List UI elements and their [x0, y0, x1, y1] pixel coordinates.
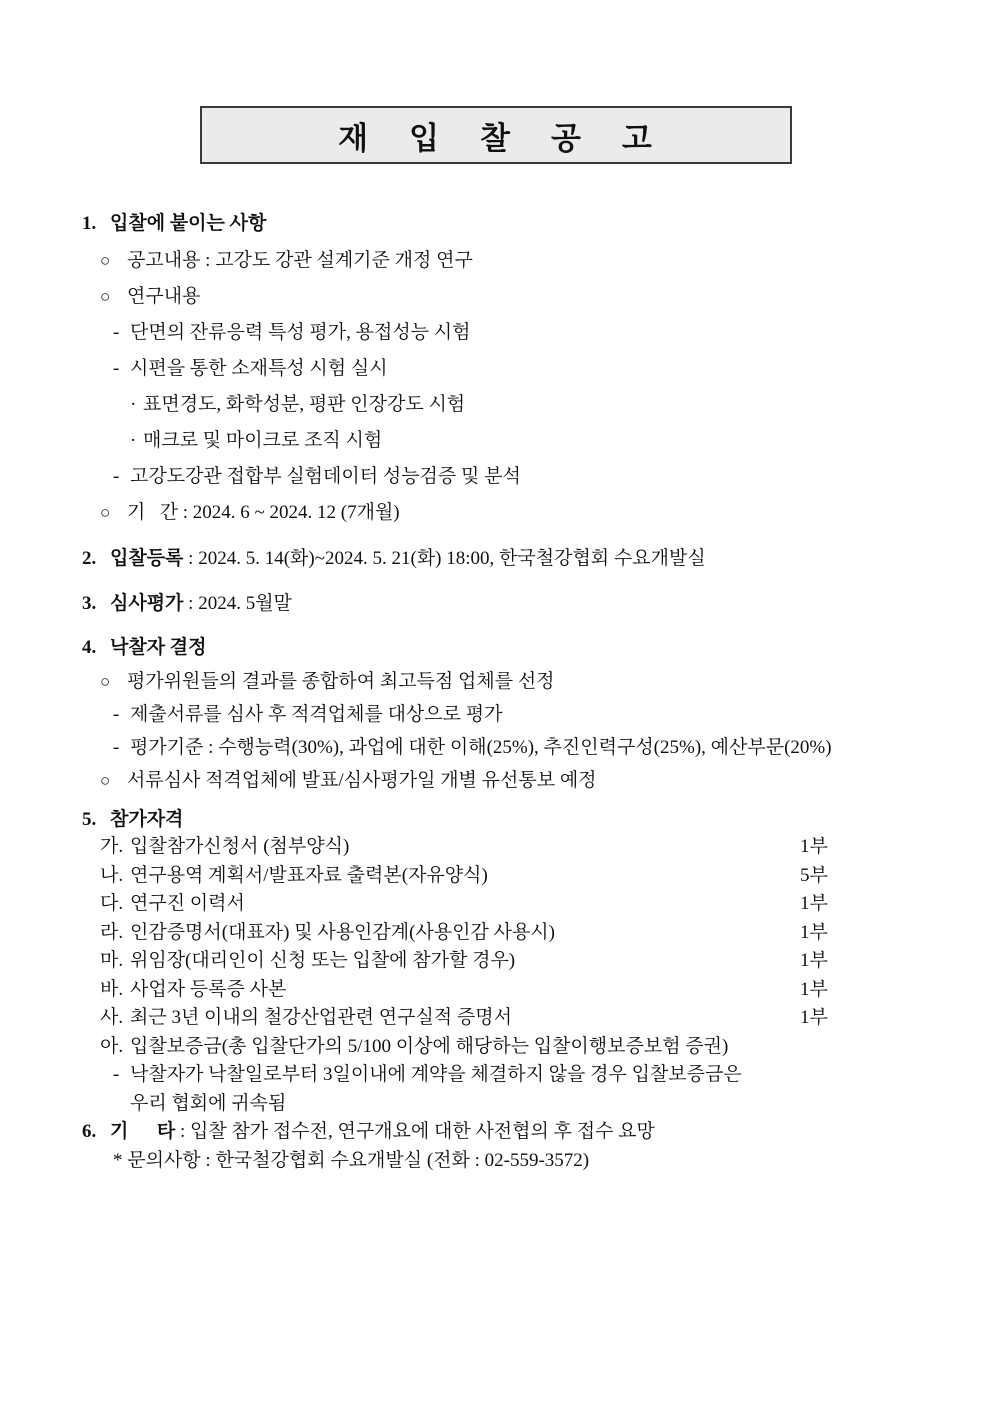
row-label: 바.: [100, 978, 124, 1000]
list-item-text: 시편을 통한 소재특성 시험 실시: [130, 358, 388, 379]
list-item-text: 연구내용: [127, 286, 201, 307]
dash-bullet: -: [113, 1064, 120, 1085]
list-item-text: 매크로 및 마이크로 조직 시험: [143, 430, 383, 451]
section-4-title: 낙찰자 결정: [110, 637, 207, 658]
section-1-number: 1.: [82, 213, 97, 234]
row-text: 연구용역 계획서/발표자료 출력본(자유양식): [130, 864, 488, 886]
list-item: [82, 387, 972, 423]
row-label: 나.: [100, 864, 124, 886]
note-text: 우리 협회에 귀속됨: [130, 1092, 287, 1114]
section-3-text: : 2024. 5월말: [183, 593, 292, 614]
section-2-text: : 2024. 5. 14(화)~2024. 5. 21(화) 18:00, 한국철강협회 수요개발실: [183, 548, 706, 569]
dash-bullet: -: [113, 322, 120, 343]
section-6: [82, 1118, 972, 1147]
section-3-number: 3.: [82, 593, 97, 614]
section-2-number: 2.: [82, 548, 97, 569]
list-item-text: 고강도강관 접합부 실험데이터 성능검증 및 분석: [130, 466, 521, 487]
document-title: 재 입 찰 공 고: [338, 120, 654, 156]
list-item-text: 서류심사 적격업체에 발표/심사평가일 개별 유선통보 예정: [127, 770, 597, 791]
row-label: 라.: [100, 921, 124, 943]
list-item: [82, 495, 972, 531]
list-item-text: 평가위원들의 결과를 종합하여 최고득점 업체를 선정: [127, 671, 555, 692]
dash-bullet: -: [113, 737, 120, 758]
dash-bullet: -: [113, 358, 120, 379]
section-6-title: 기 타: [110, 1121, 176, 1142]
row-quantity: 1부: [800, 893, 828, 914]
list-item-text: 공고내용 : 고강도 강관 설계기준 개정 연구: [127, 250, 473, 271]
section-4-heading: [82, 634, 972, 662]
list-item: [82, 243, 972, 279]
section-5-heading: [82, 806, 972, 833]
row-text: 입찰보증금(총 입찰단가의 5/100 이상에 해당하는 입찰이행보증보험 증권): [130, 1035, 729, 1057]
row-text: 최근 3년 이내의 철강산업관련 연구실적 증명서: [130, 1007, 512, 1028]
document-content: [82, 210, 972, 1175]
document-row: [82, 890, 972, 919]
row-label: 사.: [100, 1007, 124, 1028]
title-box: [200, 106, 792, 164]
list-item: [82, 315, 972, 351]
row-label: 가.: [100, 836, 124, 857]
list-item-text: 표면경도, 화학성분, 평판 인장강도 시험: [143, 394, 466, 415]
row-quantity: 1부: [800, 836, 828, 857]
circle-bullet: ○: [100, 287, 111, 306]
list-item: [82, 764, 972, 797]
row-quantity: 1부: [800, 978, 828, 1000]
circle-bullet: ○: [100, 251, 111, 270]
row-quantity: 1부: [800, 921, 828, 943]
dot-bullet: ·: [130, 394, 137, 415]
section-6-number: 6.: [82, 1121, 97, 1142]
list-item: [82, 423, 972, 459]
section-5-document-list: [82, 833, 972, 1061]
section-1-items: [82, 243, 972, 531]
list-item: [82, 731, 972, 764]
list-item: [82, 665, 972, 698]
row-label: 아.: [100, 1035, 124, 1057]
dot-bullet: ·: [130, 430, 137, 451]
document-row: [82, 862, 972, 891]
document-row: [82, 976, 972, 1005]
note-text: 낙찰자가 낙찰일로부터 3일이내에 계약을 체결하지 않을 경우 입찰보증금은: [130, 1064, 742, 1085]
list-item-text: 제출서류를 심사 후 적격업체를 대상으로 평가: [130, 704, 503, 725]
section-5-notes: [82, 1061, 972, 1118]
row-text: 사업자 등록증 사본: [130, 978, 287, 1000]
circle-bullet: ○: [100, 503, 111, 522]
section-4-items: [82, 665, 972, 797]
circle-bullet: ○: [100, 771, 111, 790]
dash-bullet: -: [113, 466, 120, 487]
row-text: 위임장(대리인이 신청 또는 입찰에 참가할 경우): [130, 950, 516, 971]
section-1-heading: [82, 210, 972, 238]
row-quantity: 1부: [800, 1007, 828, 1028]
list-item: [82, 698, 972, 731]
section-3: [82, 590, 972, 618]
section-2-title: 입찰등록: [110, 548, 184, 569]
row-quantity: 5부: [800, 864, 828, 886]
list-item: [82, 459, 972, 495]
row-label: 다.: [100, 893, 124, 914]
list-item-text: 기 간 : 2024. 6 ~ 2024. 12 (7개월): [127, 502, 400, 523]
row-quantity: 1부: [800, 950, 828, 971]
row-text: 입찰참가신청서 (첨부양식): [130, 836, 350, 857]
row-text: 인감증명서(대표자) 및 사용인감계(사용인감 사용시): [130, 921, 555, 943]
list-item: [82, 351, 972, 387]
section-3-title: 심사평가: [110, 593, 184, 614]
document-row: [82, 1004, 972, 1033]
note-line: [82, 1061, 972, 1090]
row-text: 연구진 이력서: [130, 893, 245, 914]
list-item-text: 단면의 잔류응력 특성 평가, 용접성능 시험: [130, 322, 471, 343]
section-1-title: 입찰에 붙이는 사항: [110, 213, 267, 234]
section-2: [82, 545, 972, 573]
section-6-text: : 입찰 참가 접수전, 연구개요에 대한 사전협의 후 접수 요망: [175, 1121, 655, 1142]
section-5-title: 참가자격: [110, 809, 184, 830]
document-row: [82, 947, 972, 976]
circle-bullet: ○: [100, 672, 111, 691]
section-5-number: 5.: [82, 809, 97, 830]
document-row: [82, 919, 972, 948]
list-item-text: 평가기준 : 수행능력(30%), 과업에 대한 이해(25%), 추진인력구성(25%), 예산부문(20%): [130, 737, 832, 758]
row-label: 마.: [100, 950, 124, 971]
list-item: [82, 279, 972, 315]
contact-note: * 문의사항 : 한국철강협회 수요개발실 (전화 : 02-559-3572): [113, 1149, 590, 1171]
document-row: [82, 833, 972, 862]
note-line: [82, 1090, 972, 1119]
dash-bullet: -: [113, 704, 120, 725]
document-row: [82, 1033, 972, 1062]
section-4-number: 4.: [82, 637, 97, 658]
